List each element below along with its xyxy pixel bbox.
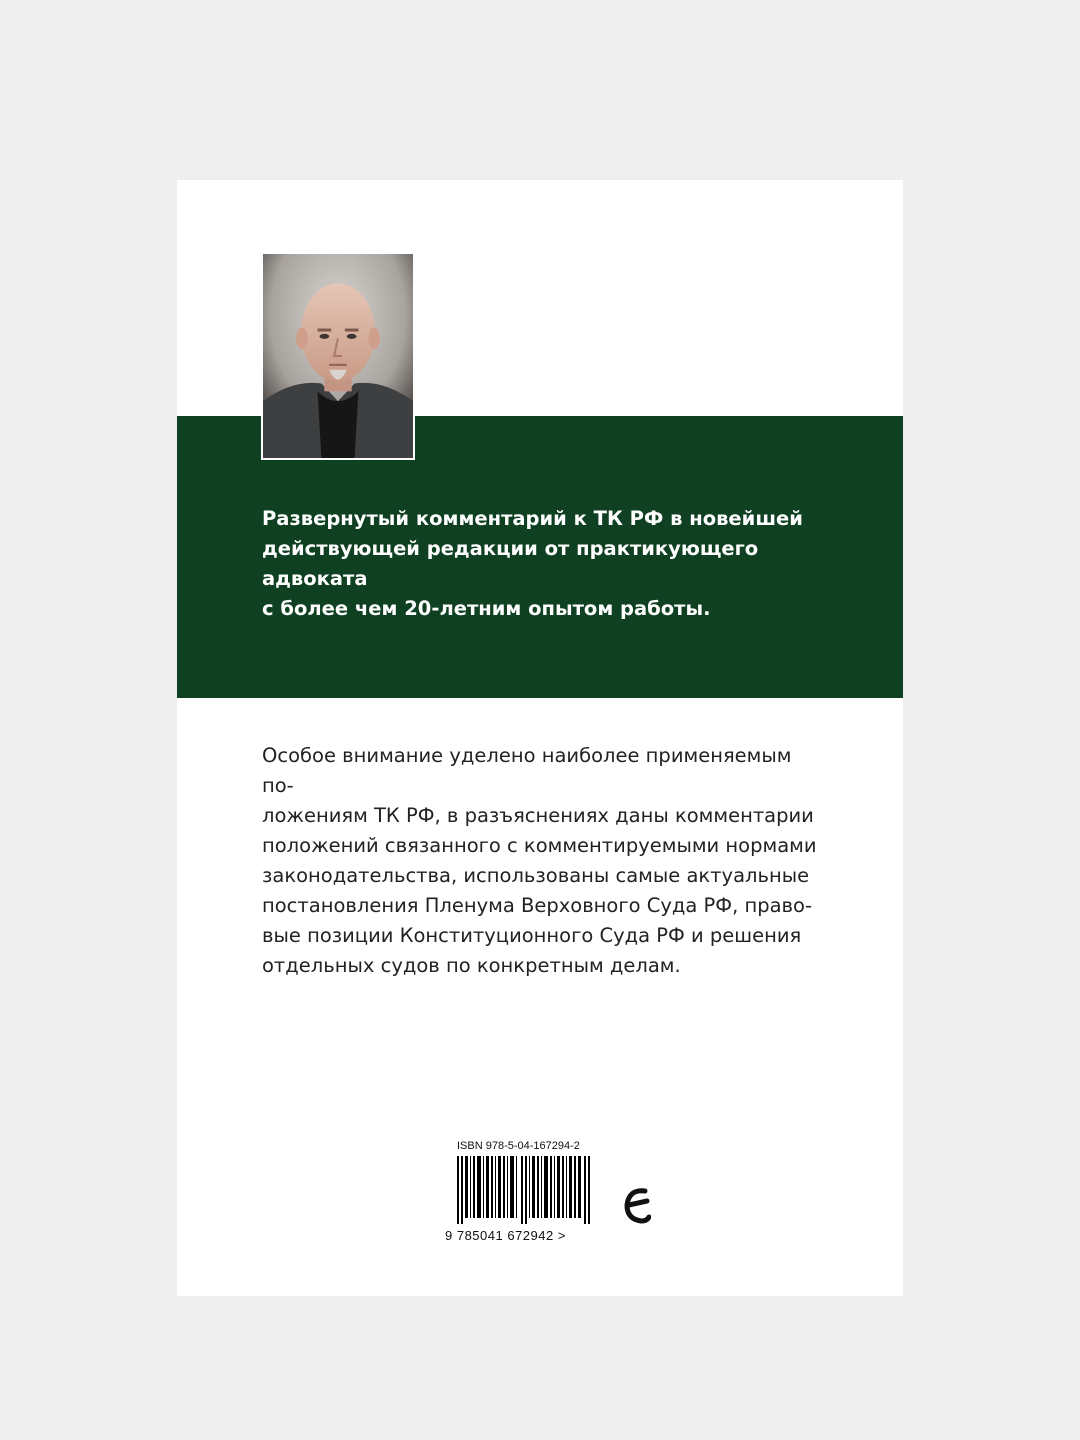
publisher-logo-icon — [623, 1183, 651, 1227]
barcode-block — [445, 1140, 615, 1250]
author-photo — [261, 252, 415, 460]
isbn-label: ISBN 978-5-04-167294-2 — [457, 1140, 580, 1152]
barcode-icon — [457, 1156, 593, 1224]
book-back-cover — [177, 180, 903, 1296]
description-paragraph: Особое внимание уделено наиболее применяемым по- ложениям ТК РФ, в разъяснениях даны комментарии положений связанного с комментируемыми нормами законодательства, использованы самые актуальные постановления Пленума Верховного Суда РФ, право- вые позиции Конституционного Суда РФ и решения отдельных судов по конкретным делам. — [262, 744, 817, 977]
ean-digits: 9 785041 672942 > — [445, 1228, 566, 1243]
lead-paragraph: Развернутый комментарий к ТК РФ в новейшей действующей редакции от практикующего адвоката с более чем 20-летним опытом работы. — [262, 507, 803, 620]
